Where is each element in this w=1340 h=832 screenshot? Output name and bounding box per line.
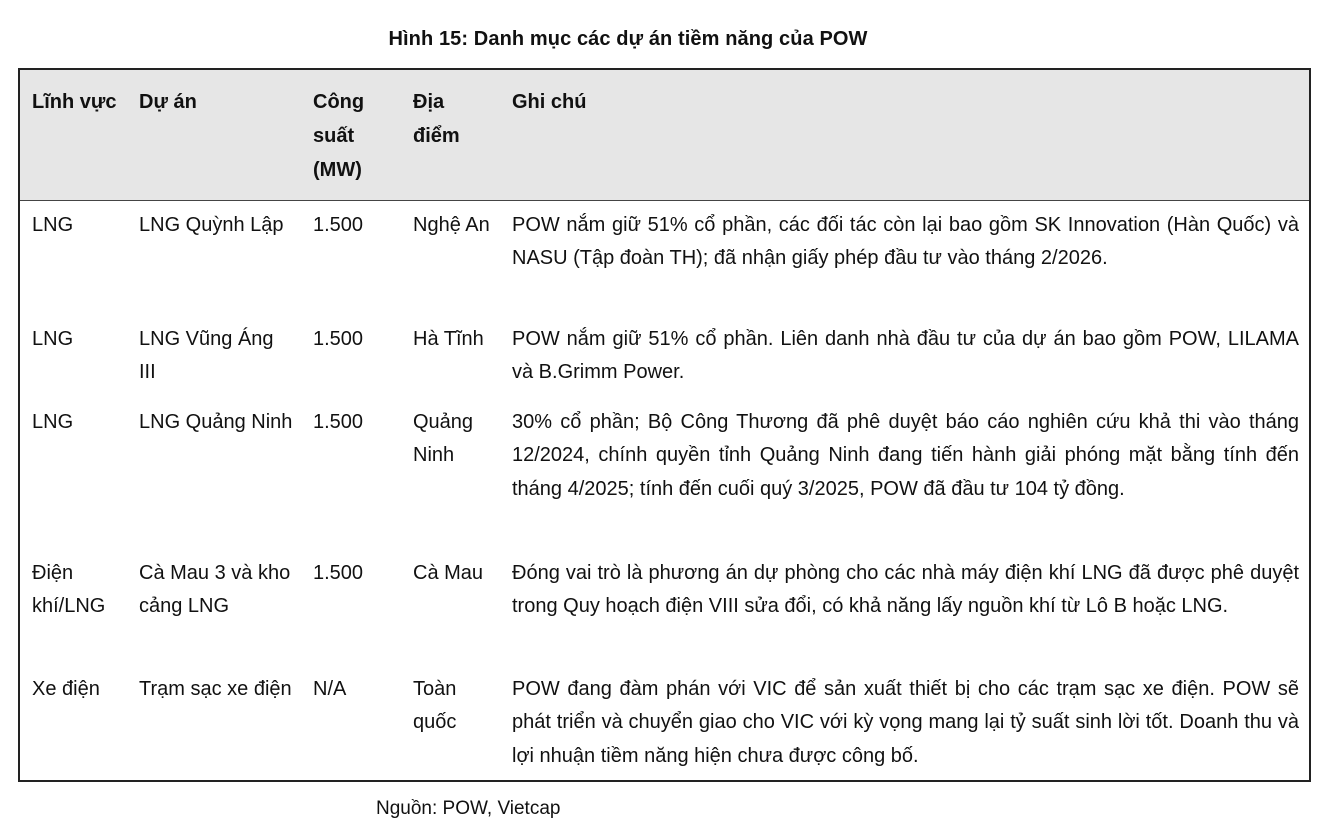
cell-location: Hà Tĩnh [413, 327, 484, 350]
cell-project: LNG Vũng Áng III [139, 327, 274, 383]
table-row [20, 550, 1309, 667]
cell-project: LNG Quảng Ninh [139, 410, 293, 433]
source-note: Nguồn: POW, Vietcap [376, 798, 561, 819]
table-row [20, 200, 1309, 317]
header-project: Dự án [139, 91, 197, 113]
cell-note: POW đang đàm phán với VIC để sản xuất thiết bị cho các trạm sạc xe điện. POW sẽ phát triển và chuyển giao cho VIC với kỳ vọng mang lại tỷ suất sinh lời tốt. Doanh thu và lợi nhuận tiềm năng hiện chưa được công bố. [512, 677, 1299, 767]
header-note: Ghi chú [512, 91, 587, 113]
cell-project: Trạm sạc xe điện [139, 677, 292, 700]
cell-field: Xe điện [32, 677, 100, 700]
cell-note: POW nắm giữ 51% cổ phần, các đối tác còn lại bao gồm SK Innovation (Hàn Quốc) và NASU (Tập đoàn TH); đã nhận giấy phép đầu tư vào tháng 2/2026. [512, 213, 1299, 269]
cell-capacity: 1.500 [313, 327, 364, 350]
header-capacity: Công suất (MW) [313, 91, 365, 181]
cell-project: Cà Mau 3 và kho cảng LNG [139, 561, 291, 617]
cell-capacity: 1.500 [313, 561, 364, 584]
cell-note: POW nắm giữ 51% cổ phần. Liên danh nhà đầu tư của dự án bao gồm POW, LILAMA và B.Grimm Power. [512, 327, 1299, 383]
table-row [20, 400, 1309, 550]
cell-location: Cà Mau [413, 561, 484, 584]
table-header-row [20, 70, 1309, 200]
table-row [20, 317, 1309, 400]
header-field: Lĩnh vực [32, 91, 117, 113]
header-location: Địa điểm [413, 91, 460, 147]
cell-field: LNG [32, 410, 74, 433]
project-table [18, 68, 1311, 782]
cell-capacity: 1.500 [313, 213, 364, 236]
cell-field: LNG [32, 327, 74, 350]
cell-field: LNG [32, 213, 74, 236]
cell-location: Nghệ An [413, 213, 490, 236]
figure-title: Hình 15: Danh mục các dự án tiềm năng của POW [388, 28, 868, 50]
table-row [20, 667, 1309, 774]
cell-note: Đóng vai trò là phương án dự phòng cho các nhà máy điện khí LNG đã được phê duyệt trong Quy hoạch điện VIII sửa đổi, có khả năng lấy nguồn khí từ Lô B hoặc LNG. [512, 561, 1299, 617]
cell-note: 30% cổ phần; Bộ Công Thương đã phê duyệt báo cáo nghiên cứu khả thi vào tháng 12/2024, chính quyền tỉnh Quảng Ninh đang tiến hành giải phóng mặt bằng tính đến tháng 4/2025; tính đến cuối quý 3/2025, POW đã đầu tư 104 tỷ đồng. [512, 410, 1299, 500]
cell-location: Quảng Ninh [413, 410, 474, 466]
cell-field: Điện khí/LNG [32, 561, 106, 617]
cell-capacity: 1.500 [313, 410, 364, 433]
cell-capacity: N/A [313, 677, 347, 700]
cell-location: Toàn quốc [413, 677, 457, 733]
cell-project: LNG Quỳnh Lập [139, 213, 284, 236]
